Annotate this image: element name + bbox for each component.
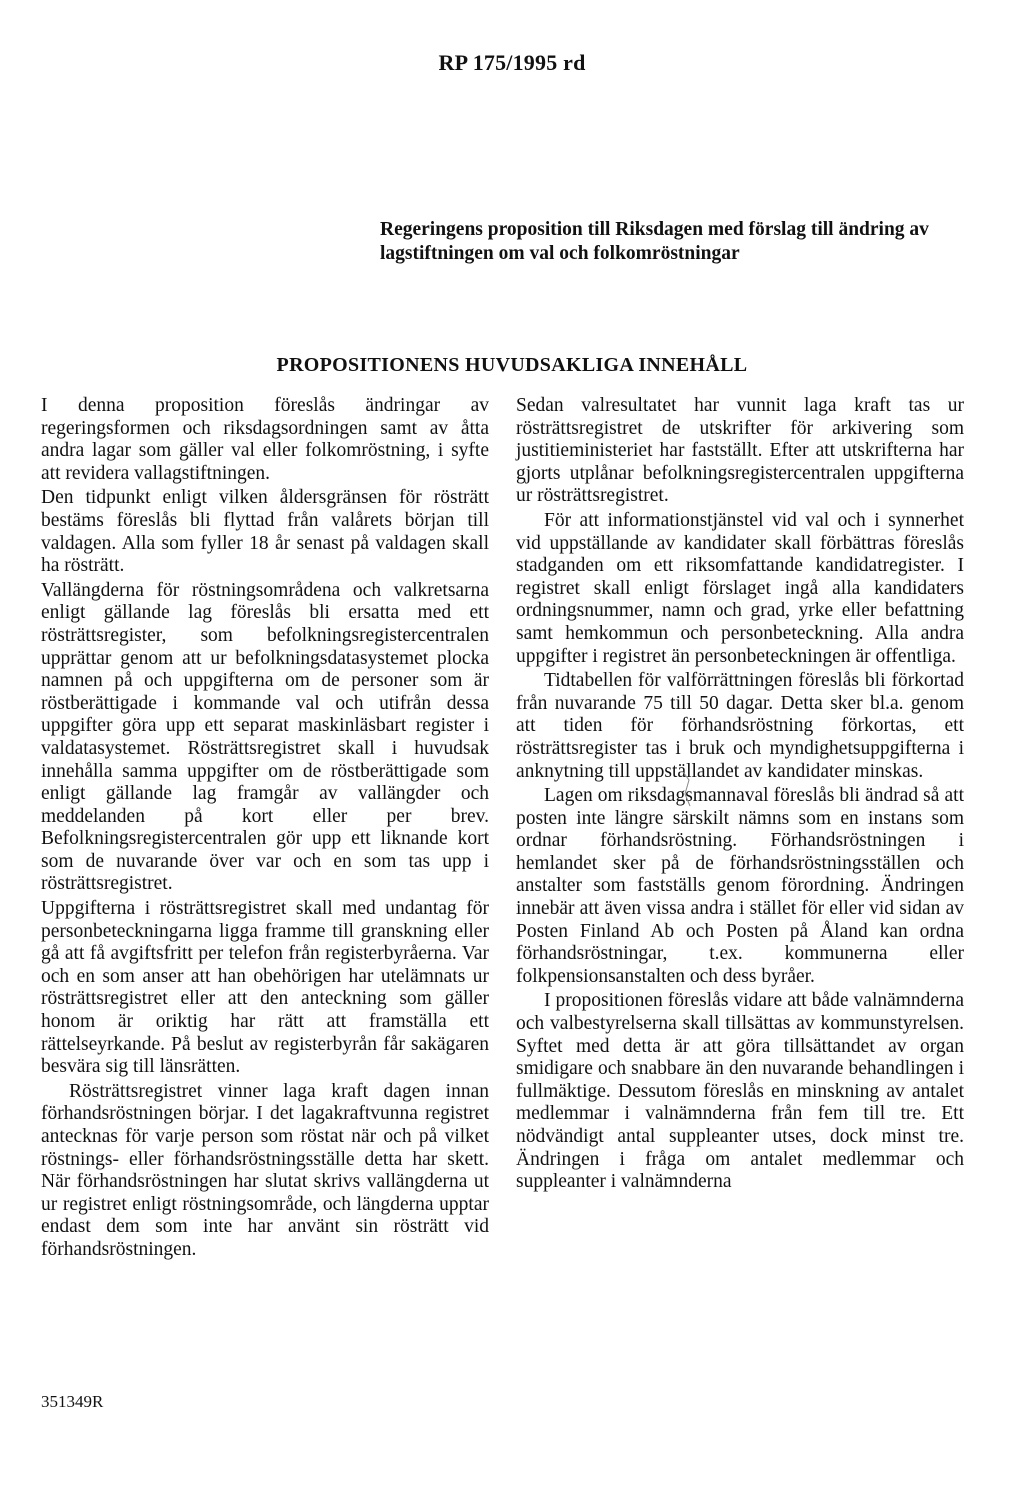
right-paragraph-4: Lagen om riksdagsmannaval föreslås bli ändrad så att posten inte längre särskilt nämns som en instans som ordnar förhandsröstning. Förhandsröstningen i hemlandet sker på de förhandsröstningsställen och anstalter som fastställs genom förordning. Ändringen innebär att även vissa andra i stället för eller vid sidan av Posten Finland Ab och Posten på Åland kan ordna förhandsröstningar, t.ex. kommunerna eller folkpensionsanstalten och dess byråer. bbox=[516, 785, 964, 987]
left-paragraph-1: I denna proposition föreslås ändringar av regeringsformen och riksdagsordningen samt av åtta andra lagar som gäller val eller folkomröstning, i syfte att revidera vallagstiftningen. bbox=[41, 395, 489, 484]
section-heading: PROPOSITIONENS HUVUDSAKLIGA INNEHÅLL bbox=[276, 354, 748, 376]
left-paragraph-3: Vallängderna för röstningsområdena och valkretsarna enligt gällande lag föreslås bli ersatta med ett rösträttsregister, som befolkningsregistercentralen upprättar genom att ur befolkningsdatasystemet plocka namnen på och uppgifterna om de personer som är röstberättigade i kommande val och utifrån dessa uppgifter göra upp ett separat maskinläsbart register i valdatasystemet. Rösträttsregistret skall i huvudsak innehålla samma uppgifter om de röstberättigade som enligt gällande lag framgår av vallängder och meddelanden på kort eller per brev. Befolkningsregistercentralen gör upp ett liknande kort som de nuvarande över var och en som tas upp i rösträttsregistret. bbox=[41, 579, 489, 895]
left-paragraph-5: Rösträttsregistret vinner laga kraft dagen innan förhandsröstningen börjar. I det lagakraftvunna registret antecknas för varje person som röstat när och på vilket röstnings- eller förhandsröstningsställe detta har skett. När förhandsröstningen har slutat skrivs vallängderna ut ur registret enligt röstningsområde, och längderna upptar endast dem som inte har använt sin rösträtt vid förhandsröstningen. bbox=[41, 1080, 489, 1260]
right-paragraph-1: Sedan valresultatet har vunnit laga kraft tas ur rösträttsregistret de utskrifter för arkivering som justitieministeriet har fastställt. Efter att utskrifterna har gjorts utplånar befolkningsregistercentralen uppgifterna ur rösträttsregistret. bbox=[516, 395, 964, 507]
document-id-header: RP 175/1995 rd bbox=[438, 50, 586, 75]
right-column bbox=[516, 395, 964, 1194]
margin-pencil-mark bbox=[680, 770, 694, 810]
right-paragraph-3: Tidtabellen för valförrättningen föreslås bli förkortad från nuvarande 75 till 50 dagar. Detta sker bl.a. genom att tiden för förhandsröstning förkortas, ett rösträttsregister tas i bruk och myndighetsuppgifterna i anknytning till uppställandet av kandidater minskas. bbox=[516, 670, 964, 782]
left-column bbox=[41, 395, 489, 1262]
footer-print-code: 351349R bbox=[41, 1392, 104, 1411]
proposition-title: Regeringens proposition till Riksdagen med förslag till ändring av lagstiftningen om val och folkomröstningar bbox=[380, 219, 929, 264]
left-paragraph-2: Den tidpunkt enligt vilken åldersgränsen för rösträtt bestäms föreslås bli flyttad från valårets början till valdagen. Alla som fyller 18 år senast på valdagen skall ha rösträtt. bbox=[41, 487, 489, 577]
right-paragraph-2: För att informationstjänstel vid val och i synnerhet vid uppställande av kandidater skall förbättras föreslås stadganden om ett riksomfattande kandidatregister. I registret skall enligt förslaget ingå alla kandidaters ordningsnummer, namn och grad, yrke eller befattning samt hemkommun och personbeteckning. Alla andra uppgifter i registret än personbeteckningen är offentliga. bbox=[516, 509, 964, 667]
left-paragraph-4: Uppgifterna i rösträttsregistret skall med undantag för personbeteckningarna ligga framme till granskning eller gå att få avgiftsfritt per telefon från registerbyråerna. Var och en som anser att han obehörigen har utelämnats ur rösträttsregistret eller att den anteckning som gäller honom är oriktig har rätt att framställa ett rättelseyrkande. På beslut av registerbyrån får sakägaren besvära sig till länsrätten. bbox=[41, 898, 489, 1078]
right-paragraph-5: I propositionen föreslås vidare att både valnämnderna och valbestyrelserna skall tillsättas av kommunstyrelsen. Syftet med detta är att göra tillsättandet av organ smidigare och snabbare än den nuvarande behandlingen i fullmäktige. Dessutom föreslås en minskning av antalet medlemmar i valnämnderna från fem till tre. Ett nödvändigt antal suppleanter utses, dock minst tre. Ändringen i fråga om antalet medlemmar och suppleanter i valnämnderna bbox=[516, 990, 964, 1193]
